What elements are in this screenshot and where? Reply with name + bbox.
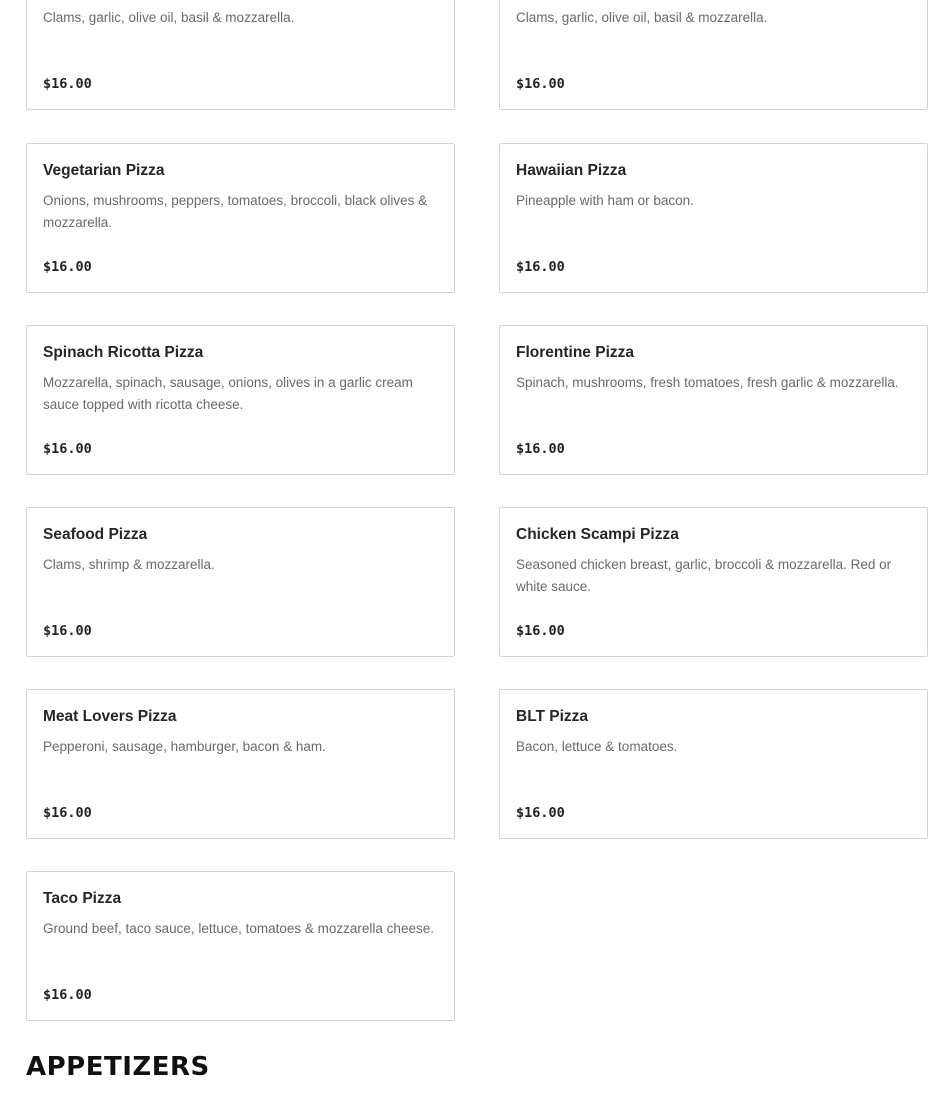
menu-item-price: $16.00 (43, 76, 92, 92)
menu-item-card[interactable] (26, 325, 455, 475)
menu-item-name: Chicken Scampi Pizza (516, 526, 679, 543)
menu-item-card[interactable] (499, 0, 928, 110)
menu-item-card[interactable] (26, 689, 455, 839)
menu-item-name: Taco Pizza (43, 890, 122, 907)
menu-item-description: Clams, garlic, olive oil, basil & mozzarella. (43, 10, 295, 25)
menu-item-description: Mozzarella, spinach, sausage, onions, olives in a garlic cream sauce topped with ricotta cheese. (43, 375, 413, 412)
menu-item-card[interactable] (26, 507, 455, 657)
menu-item-price: $16.00 (43, 441, 92, 457)
menu-item-price: $16.00 (516, 441, 565, 457)
section-title-appetizers: APPETIZERS (26, 1052, 210, 1082)
menu-item-name: Hawaiian Pizza (516, 162, 627, 179)
menu-item-description: Bacon, lettuce & tomatoes. (516, 739, 678, 754)
menu-item-card[interactable] (499, 689, 928, 839)
menu-item-name: BLT Pizza (516, 708, 589, 725)
menu-item-name: Spinach Ricotta Pizza (43, 344, 204, 361)
menu-item-price: $16.00 (516, 259, 565, 275)
menu-item-name: Seafood Pizza (43, 526, 148, 543)
menu-item-name: Florentine Pizza (516, 344, 634, 361)
menu-item-description: Clams, shrimp & mozzarella. (43, 557, 215, 572)
menu-item-description: Spinach, mushrooms, fresh tomatoes, fresh garlic & mozzarella. (516, 375, 899, 390)
menu-item-price: $16.00 (516, 623, 565, 639)
menu-item-card[interactable] (499, 325, 928, 475)
menu-item-price: $16.00 (43, 259, 92, 275)
menu-item-price: $16.00 (43, 805, 92, 821)
menu-item-description: Seasoned chicken breast, garlic, broccoli & mozzarella. Red or white sauce. (516, 557, 892, 594)
menu-item-card[interactable] (26, 143, 455, 293)
menu-item-card[interactable] (499, 143, 928, 293)
menu-item-name: Vegetarian Pizza (43, 162, 165, 179)
menu-item-name: Meat Lovers Pizza (43, 708, 177, 725)
menu-item-description: Ground beef, taco sauce, lettuce, tomatoes & mozzarella cheese. (43, 921, 434, 936)
menu-item-price: $16.00 (516, 76, 565, 92)
menu-item-price: $16.00 (516, 805, 565, 821)
menu-item-card[interactable] (26, 0, 455, 110)
menu-item-price: $16.00 (43, 623, 92, 639)
menu-item-description: Onions, mushrooms, peppers, tomatoes, broccoli, black olives & mozzarella. (43, 193, 428, 230)
menu-item-card[interactable] (26, 871, 455, 1021)
menu-item-card[interactable] (499, 507, 928, 657)
menu-item-description: Clams, garlic, olive oil, basil & mozzarella. (516, 10, 768, 25)
menu-item-description: Pineapple with ham or bacon. (516, 193, 694, 208)
menu-item-description: Pepperoni, sausage, hamburger, bacon & ham. (43, 739, 326, 754)
menu-item-price: $16.00 (43, 987, 92, 1003)
